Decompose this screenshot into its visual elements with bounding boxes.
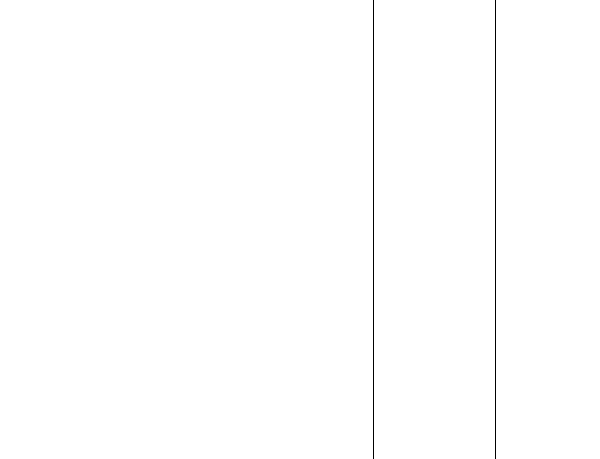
- column-divider: [495, 0, 496, 459]
- column-divider: [373, 0, 374, 459]
